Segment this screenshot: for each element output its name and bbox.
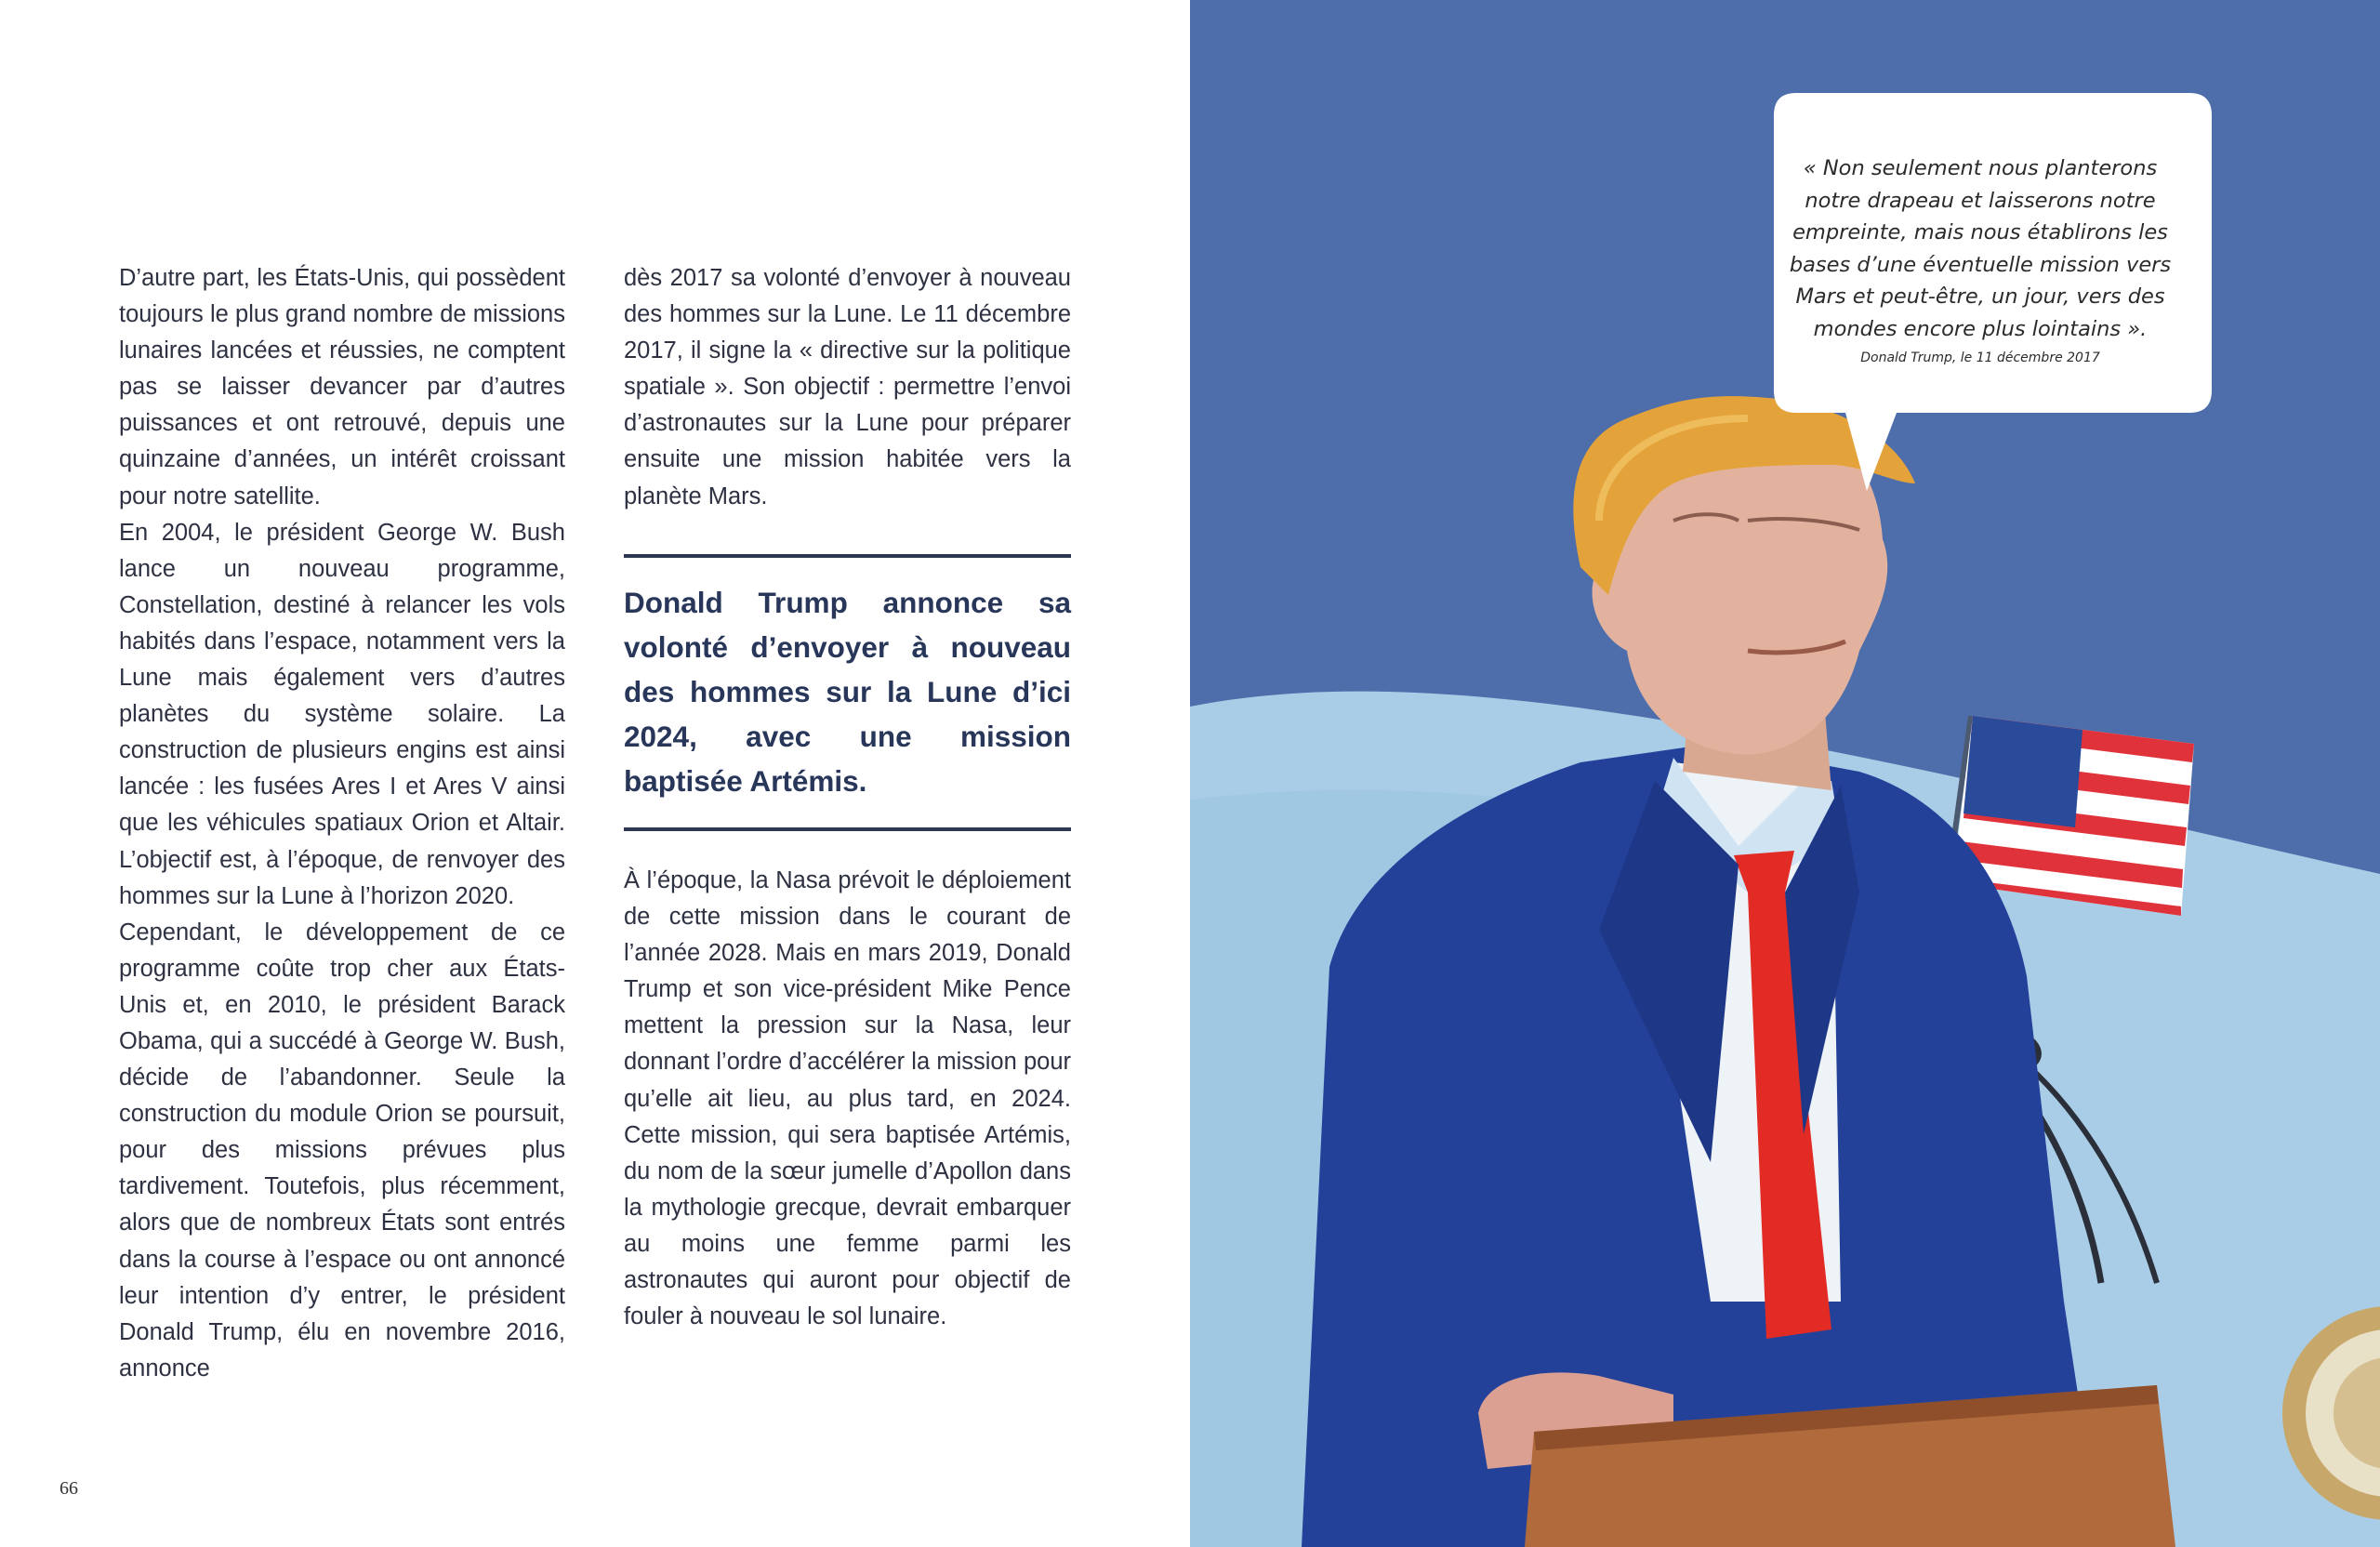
text-column-2-bottom xyxy=(624,863,1071,1335)
text-column-1 xyxy=(119,260,565,1387)
speech-bubble-quote: « Non seulement nous planterons notre drapeau et laisserons notre empreinte, mais nous établirons les bases d’une éventuelle mission vers Mars et peut-être, un jour, vers des mondes encore plus lointains ». xyxy=(1789,156,2172,341)
text-column-2-top xyxy=(624,260,1071,515)
right-page xyxy=(1190,0,2380,1547)
paragraph: En 2004, le président George W. Bush lance un nouveau programme, Constellation, destiné à relancer les vols habités dans l’espace, notamment vers la Lune mais également vers d’autres planètes du système solaire. La construction de plusieurs engins est ainsi lancée : les fusées Ares I et Ares V ainsi que les véhicules spatiaux Orion et Altair. L’objectif est, à l’époque, de renvoyer des hommes sur la Lune à l’horizon 2020. xyxy=(119,519,565,909)
page-number: 66 xyxy=(60,1478,78,1499)
speech-bubble-credit: Donald Trump, le 11 décembre 2017 xyxy=(1860,350,2100,365)
pull-quote: Donald Trump annonce sa volonté d’envoyer à nouveau des hommes sur la Lune d’ici 2024, avec une mission baptisée Artémis. xyxy=(624,554,1071,831)
paragraph: D’autre part, les États-Unis, qui possèdent toujours le plus grand nombre de missions lunaires lancées et réussies, ne comptent pas se laisser devancer par d’autres puissances et ont retrouvé, depuis une quinzaine d’années, un intérêt croissant pour notre satellite. xyxy=(119,265,565,509)
paragraph: Cependant, le développement de ce programme coûte trop cher aux États-Unis et, en 2010, le président Barack Obama, qui a succédé à George W. Bush, décide de l’abandonner. Seule la construction du module Orion se poursuit, pour des missions prévues plus tardivement. Toutefois, plus récemment, alors que de nombreux États sont entrés dans la course à l’espace ou ont annoncé leur intention d’y entrer, le président Donald Trump, élu en novembre 2016, annonce xyxy=(119,919,565,1382)
paragraph: dès 2017 sa volonté d’envoyer à nouveau des hommes sur la Lune. Le 11 décembre 2017, il signe la « directive sur la politique spatiale ». Son objectif : permettre l’envoi d’astronautes sur la Lune pour préparer ensuite une mission habitée vers la planète Mars. xyxy=(624,265,1071,509)
paragraph: À l’époque, la Nasa prévoit le déploiement de cette mission dans le courant de l’année 2028. Mais en mars 2019, Donald Trump et son vice-président Mike Pence mettent la pression sur la Nasa, leur donnant l’ordre d’accélérer la mission pour qu’elle ait lieu, au plus tard, en 2024. Cette mission, qui sera baptisée Artémis, du nom de la sœur jumelle d’Apollon dans la mythologie grecque, devrait embarquer au moins une femme parmi les astronautes qui auront pour objectif de fouler à nouveau le sol lunaire. xyxy=(624,867,1071,1330)
